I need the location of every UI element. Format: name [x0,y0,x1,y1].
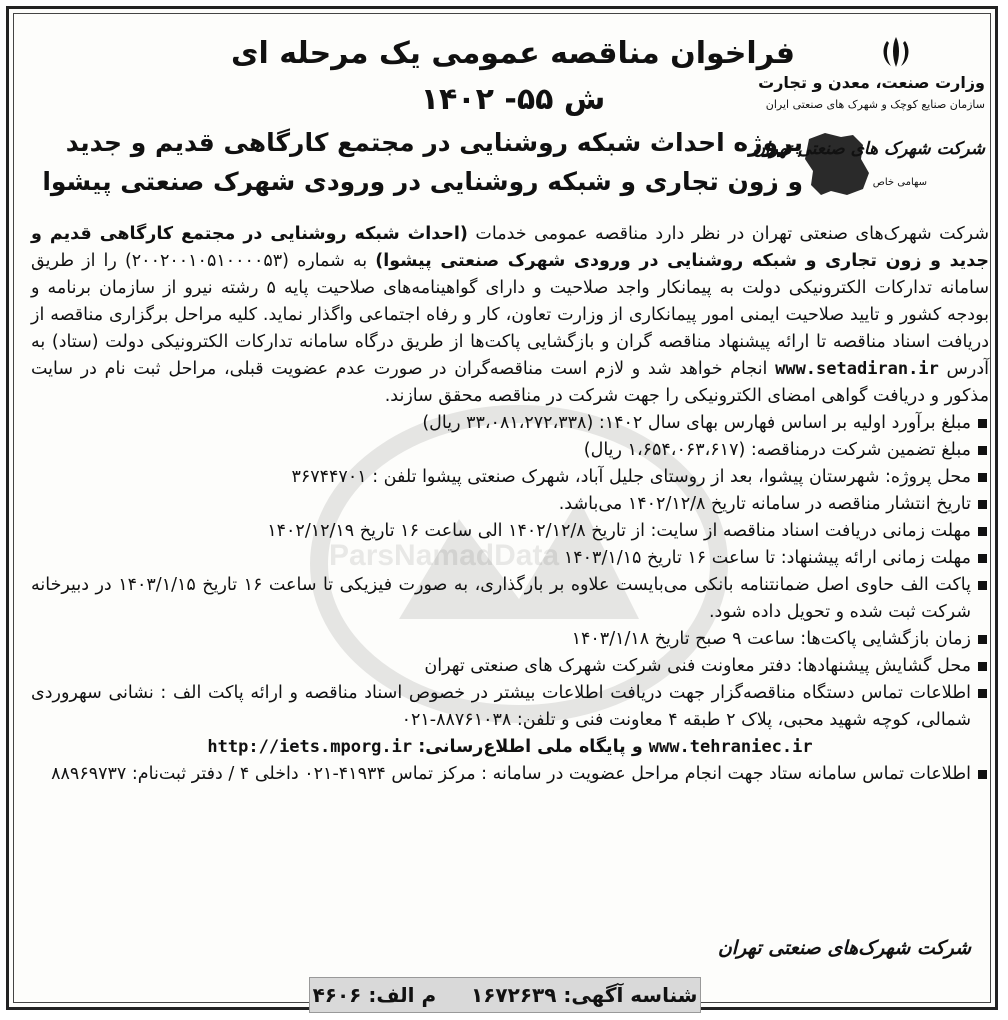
title-block [42,31,803,201]
ad-id-bar [309,977,701,1013]
company-logo-text: شرکت شهرک های صنعتی تهران [752,139,985,159]
company-type: سهامی خاص [872,177,927,188]
setad-link[interactable]: www.setadiran.ir [775,359,939,379]
websites-row [31,734,989,761]
list-item-setad-contact: اطلاعات تماس سامانه ستاد جهت انجام مراحل عضویت در سامانه : مرکز تماس ۴۱۹۳۴-۰۲۱ داخلی ۴ / دفتر ثبت‌نام: ۸۸۹۶۹۷۳۷ [31,761,989,788]
notice-body [31,221,989,788]
notice-title: فراخوان مناقصه عمومی یک مرحله ای ش ۵۵- ۱۴۰۲ [230,36,795,117]
list-item-opening-place: محل گشایش پیشنهادها: دفتر معاونت فنی شرکت شهرک های صنعتی تهران [31,653,989,680]
intro-text-3: انجام خواهد شد و لازم است مناقصه‌گران در صورت عدم عضویت قبلی، مراحل ثبت نام در سایت مذکور و دریافت گواهی امضای الکترونیکی را جهت شرکت در مناقصه محقق سازند. [31,359,989,406]
list-item-envelope-a: پاکت الف حاوی اصل ضمانتنامه بانکی می‌بایست علاوه بر بارگذاری، به صورت فیزیکی تا ساعت ۱۶ تاریخ ۱۴۰۳/۱/۱۵ در دبیرخانه شرکت ثبت شده و تحویل داده شود. [31,572,989,626]
organization-name: سازمان صنایع کوچک و شهرک های صنعتی ایران [765,98,985,111]
ad-id-label: شناسه آگهی: ۱۶۷۲۶۳۹ [470,983,698,1007]
tehraniec-link[interactable]: www.tehraniec.ir [648,737,813,757]
list-item-location: محل پروژه: شهرستان پیشوا، بعد از روستای جلیل آباد، شهرک صنعتی پیشوا تلفن : ۳۶۷۴۴۷۰۱ [31,464,989,491]
notice-frame [6,6,998,1010]
websites-joiner: و پایگاه ملی اطلاع‌رسانی: [412,737,649,757]
ad-id-code: م الف: ۴۶۰۶ [312,983,437,1007]
intro-paragraph [31,221,989,410]
project-title-line-2: و زون تجاری و شبکه روشنایی در ورودی شهرک صنعتی پیشوا [42,167,803,196]
list-item-publish-date: تاریخ انتشار مناقصه در سامانه تاریخ ۱۴۰۲/۱۲/۸ می‌باشد. [31,491,989,518]
signature: شرکت شهرک‌های صنعتی تهران [717,937,971,959]
logo-block [752,31,987,209]
intro-text-2: به شماره (۲۰۰۲۰۰۱۰۵۱۰۰۰۰۵۳) را از طریق سامانه تدارکات الکترونیکی دولت به پیمانکار واجد صلاحیت و دارای گواهینامه‌های صلاحیت پایه ۵ رشته نیرو از سازمان برنامه و بودجه کشور و تایید صلاحیت ایمنی امور پیمانکاری از وزارت تعاون، کار و رفاه اجتماعی واگذار نماید. کلیه مراحل برگزاری مناقصه از دریافت اسناد مناقصه تا ارائه پیشنهاد مناقصه گران و بازگشایی پاکت‌ها از طریق درگاه سامانه تدارکات الکترونیکی دولت (ستاد) به آدرس [31,251,989,379]
list-item-document-deadline: مهلت زمانی دریافت اسناد مناقصه از سایت: از تاریخ ۱۴۰۲/۱۲/۸ الی ساعت ۱۶ تاریخ ۱۴۰۲/۱۲/۱۹ [31,518,989,545]
intro-project-bold: (احداث شبکه روشنایی در مجتمع کارگاهی قدیم و جدید و زون تجاری و شبکه روشنایی در ورودی شهرک صنعتی پیشوا) [31,224,989,271]
details-list [31,410,989,788]
iets-link[interactable]: http://iets.mporg.ir [207,737,413,757]
project-title-line-1: پروژه احداث شبکه روشنایی در مجتمع کارگاهی قدیم و جدید [65,128,803,157]
list-item-guarantee: مبلغ تضمین شرکت درمناقصه: (۱،۶۵۴،۰۶۳،۶۱۷ ریال) [31,437,989,464]
ministry-name: وزارت صنعت، معدن و تجارت [758,73,985,92]
notice-header [23,31,987,209]
list-item-estimate: مبلغ برآورد اولیه بر اساس فهارس بهای سال ۱۴۰۲: (۳۳،۰۸۱،۲۷۲،۳۳۸ ریال) [31,410,989,437]
list-item-contact-info: اطلاعات تماس دستگاه مناقصه‌گزار جهت دریافت اطلاعات بیشتر در خصوص اسناد مناقصه و ارائه پاکت الف : نشانی سهروردی شمالی، کوچه شهید محبی، پلاک ۲ طبقه ۴ معاونت فنی و تلفن: ۸۸۷۶۱۰۳۸-۰۲۱ [31,680,989,734]
iran-emblem-icon [877,35,915,69]
list-item-bid-deadline: مهلت زمانی ارائه پیشنهاد: تا ساعت ۱۶ تاریخ ۱۴۰۳/۱/۱۵ [31,545,989,572]
list-item-opening-time: زمان بازگشایی پاکت‌ها: ساعت ۹ صبح تاریخ ۱۴۰۳/۱/۱۸ [31,626,989,653]
intro-text-1: شرکت شهرک‌های صنعتی تهران در نظر دارد مناقصه عمومی خدمات [467,224,989,244]
watermark-text: ParsNamadData [329,539,560,572]
